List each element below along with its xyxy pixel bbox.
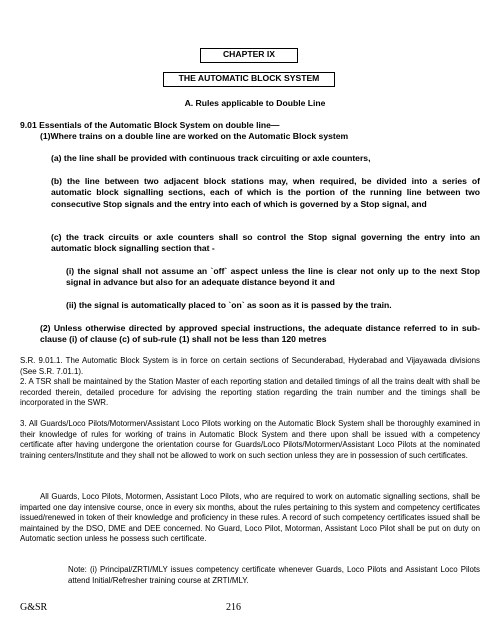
section-heading: A. Rules applicable to Double Line bbox=[184, 98, 326, 108]
chapter-title: THE AUTOMATIC BLOCK SYSTEM bbox=[163, 72, 335, 87]
clause-2-label: (2) bbox=[40, 323, 51, 333]
subsidiary-paragraph-3: 3. All Guards/Loco Pilots/Motormen/Assistant Loco Pilots working on the Automatic Block System shall be thoroughly examined in their knowledge of rules for working of trains in Automatic Block System and there upon shall be issued with a competency certificate after having undergone the orientation course for Guards/Loco Pilots/Motormen/Assistant Loco Pilots at the nominated training centers/Institute and they shall not be allowed to work on such section unless they are in possession of such certificates. bbox=[20, 419, 480, 460]
item-c-text: the track circuits or axle counters shall so control the Stop signal governing the entry into an automatic block signalling section that - bbox=[51, 232, 480, 254]
subitem-ii-label: (ii) bbox=[66, 300, 77, 310]
subitem-ii bbox=[66, 300, 480, 311]
item-b bbox=[51, 176, 480, 210]
item-b-label: (b) bbox=[51, 176, 62, 186]
clause-2 bbox=[40, 323, 480, 346]
subitem-ii-text: the signal is automatically placed to `on` as soon as it is passed by the train. bbox=[78, 300, 392, 310]
rule-heading: 9.01 Essentials of the Automatic Block System on double line— bbox=[20, 120, 280, 130]
clause-2-text: Unless otherwise directed by approved special instructions, the adequate distance referred to in sub-clause (i) of clause (c) of sub-rule (1) shall not be less than 120 metres bbox=[40, 323, 480, 345]
subitem-i-label: (i) bbox=[66, 266, 75, 276]
subitem-i bbox=[66, 266, 480, 289]
subsidiary-paragraph-4: All Guards, Loco Pilots, Motormen, Assistant Loco Pilots, who are required to work on automatic signalling sections, shall be imparted one day intensive course, once in every six months, about the rules pertaining to this system and competency certificates issued/renewed in token of their knowledge and proficiency in these rules. A record of such competency certificates issued shall be maintained by the DSO, DME and DEE concerned. No Guard, Loco Pilot, Motorman, Assistant Loco Pilot shall be put on duty on Automatic section unless he possess such certificate. bbox=[20, 492, 480, 543]
item-a bbox=[51, 153, 480, 164]
item-a-label: (a) bbox=[51, 153, 62, 163]
item-b-text: the line between two adjacent block stations may, when required, be divided into a series of automatic block signalling sections, each of which is the portion of the running line between two consecutive Stop signals and the entry into each of which is governed by a Stop signal, and bbox=[51, 176, 481, 209]
clause-1-label: (1) bbox=[40, 131, 51, 141]
clause-1 bbox=[40, 131, 480, 142]
footer-page-number: 216 bbox=[226, 602, 241, 613]
item-c bbox=[51, 232, 480, 255]
note-paragraph: Note: (i) Principal/ZRTI/MLY issues competency certificate whenever Guards, Loco Pilots and Assistant Loco Pilots attend Initial/Refresher training course at ZRTI/MLY. bbox=[68, 565, 480, 585]
item-c-label: (c) bbox=[51, 232, 62, 242]
clause-1-text: Where trains on a double line are worked on the Automatic Block system bbox=[50, 131, 349, 141]
subitem-i-text: the signal shall not assume an `off` aspect unless the line is clear not only up to the next Stop signal in advance but also for an adequate distance beyond it and bbox=[66, 266, 480, 288]
footer-book-name: G&SR bbox=[20, 602, 48, 613]
subsidiary-paragraph-2: 2. A TSR shall be maintained by the Station Master of each reporting station and detailed timings of all the trains dealt with shall be recorded therein, detailed procedure for advising the reporting station regarding the train number and the timings shall be incorporated in the SWR. bbox=[20, 377, 480, 407]
subsidiary-rule-intro: S.R. 9.01.1. The Automatic Block System is in force on certain sections of Secunderabad, Hyderabad and Vijayawada divisions (See S.R. 7.01.1). bbox=[20, 356, 480, 376]
item-a-text: the line shall be provided with continuous track circuiting or axle counters, bbox=[63, 153, 371, 163]
chapter-heading: CHAPTER IX bbox=[200, 48, 298, 63]
